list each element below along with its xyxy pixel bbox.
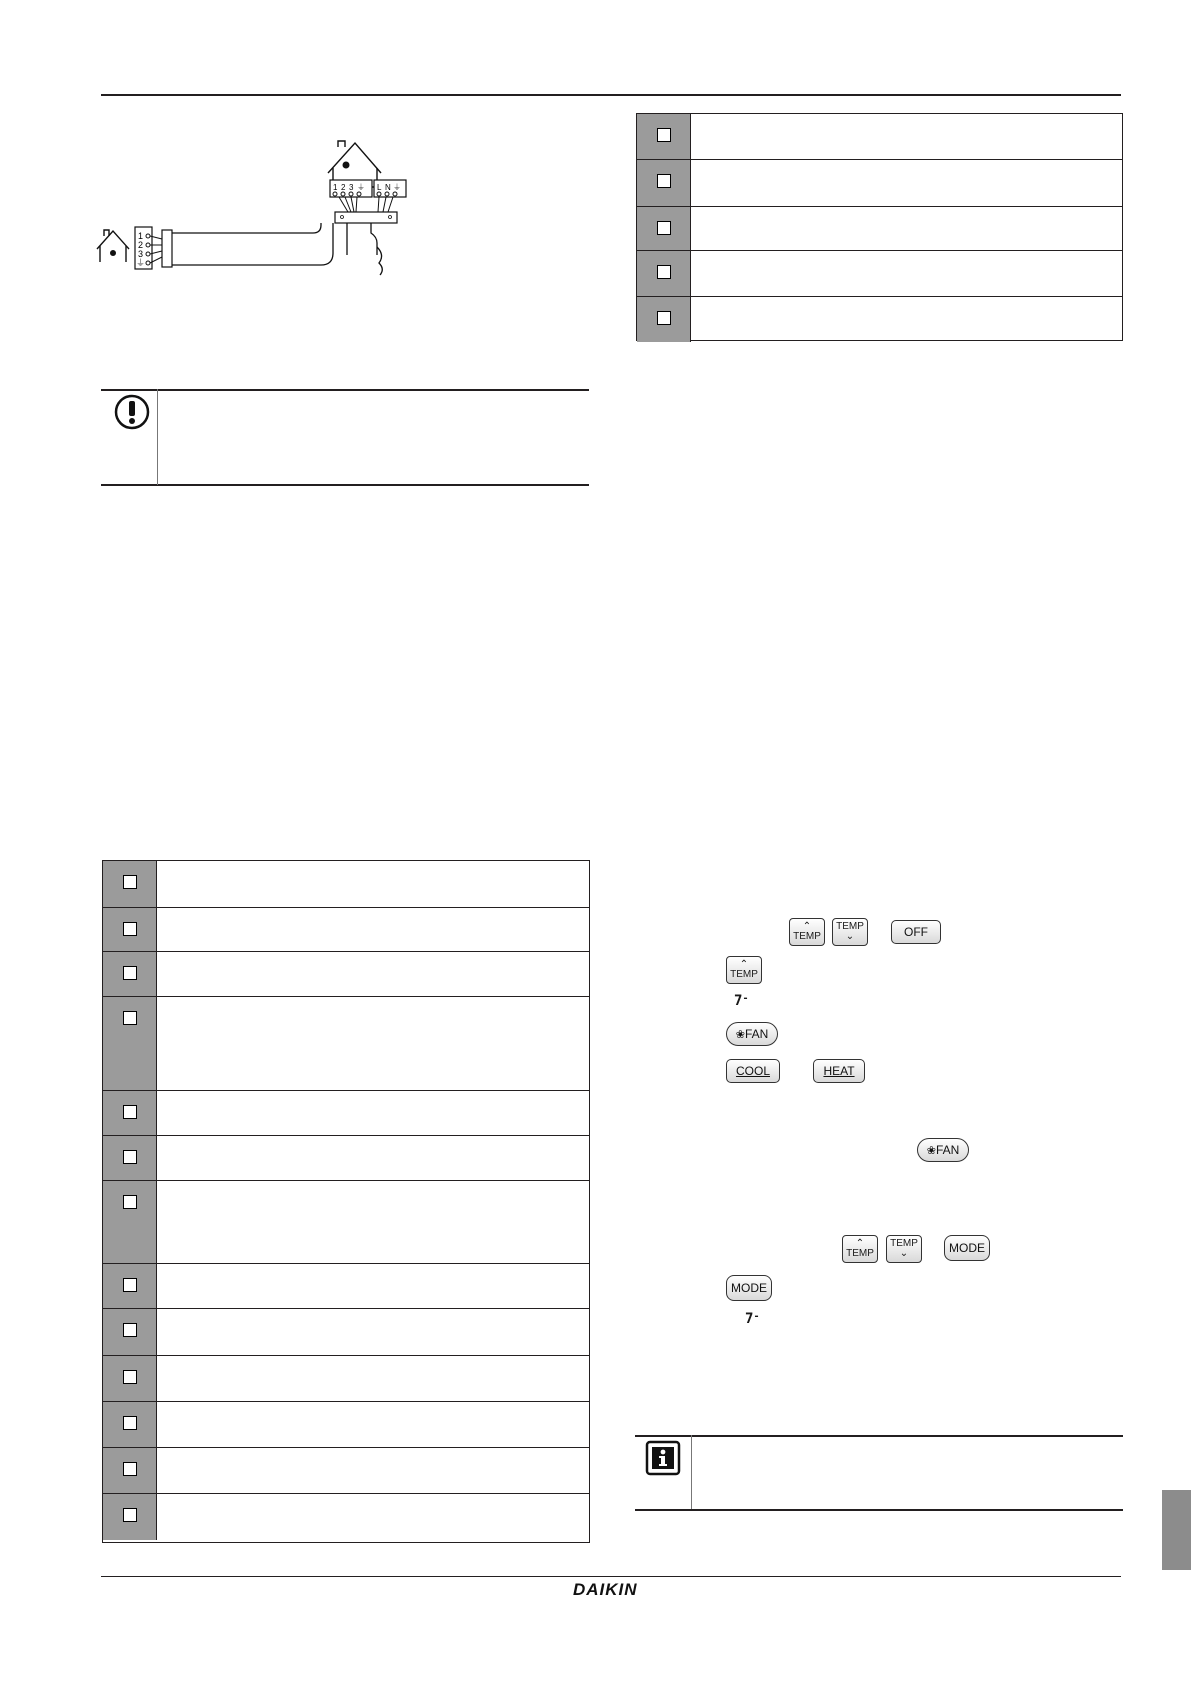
indoor-terminal-2: 2 [341,183,346,192]
table-row [103,1493,589,1540]
info-note-top-rule [635,1435,1123,1437]
temp-up-button[interactable] [789,918,825,946]
table-row [103,1308,589,1355]
temp-down-button[interactable] [886,1235,922,1263]
outdoor-unit-dot [110,250,116,256]
display-segment-code: 7- [734,993,749,1009]
footer-rule [101,1576,1121,1577]
left-checklist-table [102,860,590,1543]
outdoor-cable-clamp [162,230,172,267]
table-row [637,114,1122,159]
temp-down-button[interactable] [832,918,868,946]
checkbox[interactable] [123,1195,137,1209]
outdoor-terminal-2: 2 [138,240,144,250]
table-row [637,206,1122,250]
checkbox[interactable] [123,875,137,889]
temp-label: TEMP [793,931,821,942]
table-row [103,1180,589,1263]
fan-icon: ❀ [926,1144,936,1157]
checkbox[interactable] [123,966,137,980]
checkbox[interactable] [657,265,671,279]
info-note-bottom-rule [635,1509,1123,1511]
checkbox[interactable] [657,128,671,142]
heat-button[interactable] [813,1059,865,1083]
chevron-up-icon: ⌃ [855,1238,865,1249]
temp-label: TEMP [890,1238,918,1249]
outdoor-unit-house-icon [97,230,129,262]
outdoor-terminal-1: 1 [138,231,144,241]
mode-label: MODE [731,1281,767,1295]
cable-clamp [335,212,397,223]
info-note-divider [691,1435,692,1509]
checkbox[interactable] [123,1105,137,1119]
important-note-divider [157,389,158,485]
off-label: OFF [904,925,928,939]
fan-button[interactable] [917,1138,969,1162]
mode-button[interactable] [944,1235,990,1261]
heat-label: HEAT [823,1064,855,1078]
fan-icon: ❀ [735,1028,745,1041]
outdoor-terminal-earth: ⏚ [136,259,146,269]
table-row [637,250,1122,296]
outdoor-terminal-3: 3 [138,249,144,259]
chevron-up-icon: ⌃ [802,921,812,932]
important-note-top-rule [101,389,589,391]
checkbox[interactable] [123,1278,137,1292]
chevron-up-icon: ⌃ [739,959,749,970]
table-row [103,1090,589,1135]
indoor-terminal-earth: ⏚ [357,183,365,192]
checkbox[interactable] [123,1416,137,1430]
cool-button[interactable] [726,1059,780,1083]
table-row [637,159,1122,206]
table-row [103,1401,589,1447]
important-note-bottom-rule [101,484,589,486]
table-row [103,996,589,1090]
checkbox[interactable] [657,221,671,235]
interconnection-cable [172,223,333,265]
checkbox[interactable] [123,1011,137,1025]
power-terminal-l: L [377,183,382,192]
temp-label: TEMP [846,1248,874,1259]
chevron-down-icon: ⌄ [845,931,855,942]
exclamation-icon [114,394,150,430]
table-row [103,951,589,996]
daikin-logo: DAIKIN [573,1580,638,1599]
power-terminal-n: N [385,183,391,192]
power-supply-cable [347,223,382,275]
indoor-terminal-3: 3 [349,183,354,192]
info-icon [645,1440,681,1476]
checkbox[interactable] [123,1462,137,1476]
temp-label: TEMP [836,921,864,932]
table-row [103,1355,589,1401]
table-row [103,861,589,907]
chevron-down-icon: ⌄ [899,1248,909,1259]
section-tab-marker [1162,1490,1191,1570]
off-button[interactable] [891,920,941,944]
table-row [103,1135,589,1180]
checkbox[interactable] [657,311,671,325]
display-segment-code: 7- [745,1311,760,1327]
fan-label: FAN [935,1143,960,1157]
temp-label: TEMP [730,969,758,980]
checkbox[interactable] [123,1150,137,1164]
table-row [103,1263,589,1308]
table-row [637,296,1122,342]
table-row [103,907,589,951]
power-terminal-earth: ⏚ [393,183,401,192]
checkbox[interactable] [123,1323,137,1337]
temp-up-button[interactable] [726,956,762,984]
checkbox[interactable] [123,1508,137,1522]
checkbox[interactable] [657,174,671,188]
checkbox[interactable] [123,922,137,936]
fan-button[interactable] [726,1022,778,1046]
mode-label: MODE [949,1241,985,1255]
temp-up-button[interactable] [842,1235,878,1263]
fan-label: FAN [744,1027,769,1041]
header-rule [101,94,1121,96]
wiring-diagram [95,135,425,295]
cool-label: COOL [735,1064,770,1078]
indoor-unit-dot [343,162,350,169]
right-checklist-table [636,113,1123,341]
indoor-terminal-1: 1 [333,183,338,192]
mode-button[interactable] [726,1275,772,1301]
table-row [103,1447,589,1493]
checkbox[interactable] [123,1370,137,1384]
